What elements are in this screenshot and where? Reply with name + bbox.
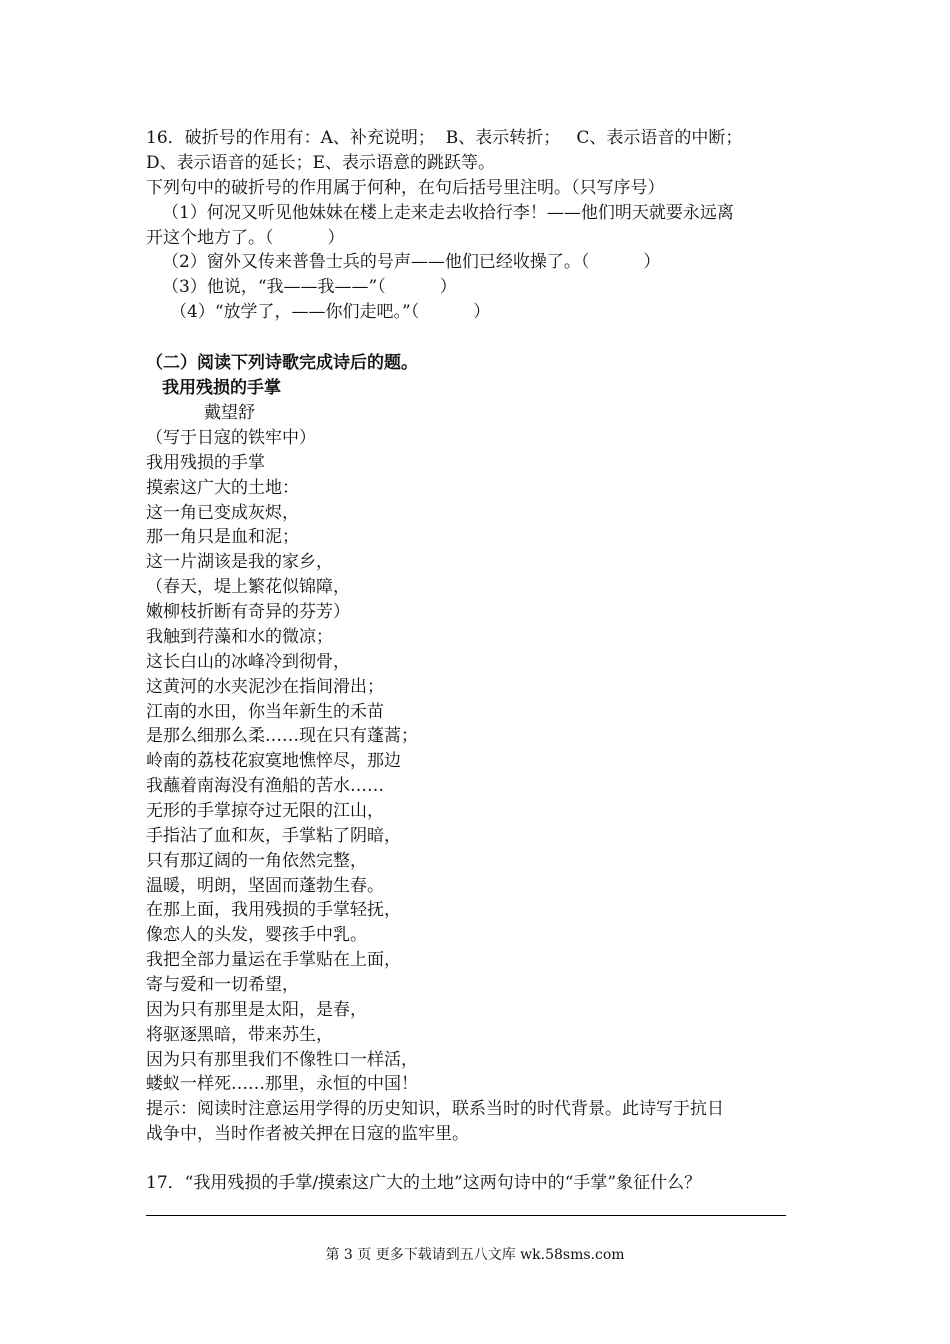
poem-line: 是那么细那么柔……现在只有蓬蒿；	[146, 726, 418, 746]
q17-question: 17．“我用残损的手掌/摸索这广大的土地”这两句诗中的“手掌”象征什么？	[146, 1173, 702, 1193]
poem-line: 那一角只是血和泥；	[146, 527, 299, 547]
hint-line-1: 提示：阅读时注意运用学得的历史知识，联系当时的时代背景。此诗写于抗日	[146, 1099, 724, 1119]
poem-note: （写于日寇的铁牢中）	[146, 428, 316, 448]
poem-line: 我触到荇藻和水的微凉；	[146, 627, 333, 647]
poem-line: 寄与爱和一切希望，	[146, 975, 299, 995]
q16-item-4: （4）“放学了，——你们走吧。”（ ）	[170, 302, 491, 322]
poem-line: 只有那辽阔的一角依然完整，	[146, 851, 367, 871]
page-footer: 第 3 页 更多下载请到五八文库 wk.58sms.com	[325, 1247, 625, 1263]
poem-line: 在那上面，我用残损的手掌轻抚，	[146, 900, 401, 920]
poem-line: 这一角已变成灰烬，	[146, 503, 299, 523]
q16-item-2: （2）窗外又传来普鲁士兵的号声——他们已经收操了。（ ）	[162, 252, 661, 272]
poem-line: 蝼蚁一样死……那里，永恒的中国！	[146, 1074, 418, 1094]
poem-line: 因为只有那里是太阳，是春，	[146, 1000, 367, 1020]
poem-line: 岭南的荔枝花寂寞地憔悴尽，那边	[146, 751, 401, 771]
poem-line: 因为只有那里我们不像牲口一样活，	[146, 1050, 418, 1070]
poem-line: 嫩柳枝折断有奇异的芬芳）	[146, 602, 350, 622]
poem-title: 我用残损的手掌	[162, 378, 281, 398]
poem-line: 我把全部力量运在手掌贴在上面，	[146, 950, 401, 970]
poem-line: 手指沾了血和灰，手掌粘了阴暗，	[146, 826, 401, 846]
poem-author: 戴望舒	[204, 403, 255, 423]
poem-line: 我蘸着南海没有渔船的苦水……	[146, 776, 384, 796]
hint-line-2: 战争中，当时作者被关押在日寇的监牢里。	[146, 1124, 469, 1144]
poem-line: 无形的手掌掠夺过无限的江山，	[146, 801, 384, 821]
q16-instruction: 下列句中的破折号的作用属于何种，在句后括号里注明。（只写序号）	[146, 178, 665, 198]
poem-line: 像恋人的头发，婴孩手中乳。	[146, 925, 367, 945]
q16-item-3: （3）他说，“我——我——”（ ）	[162, 277, 457, 297]
poem-line: （春天，堤上繁花似锦障，	[146, 577, 350, 597]
q16-item-1-cont: 开这个地方了。（ ）	[146, 228, 345, 248]
poem-line: 江南的水田，你当年新生的禾苗	[146, 702, 384, 722]
poem-line: 这一片湖该是我的家乡，	[146, 552, 333, 572]
answer-line	[146, 1215, 786, 1216]
poem-line: 这黄河的水夹泥沙在指间滑出；	[146, 677, 384, 697]
poem-line: 摸索这广大的土地：	[146, 478, 299, 498]
poem-line: 温暖，明朗，坚固而蓬勃生春。	[146, 876, 384, 896]
q16-item-1: （1）何况又听见他妹妹在楼上走来走去收拾行李！——他们明天就要永远离	[162, 203, 734, 223]
q16-line-2: D、表示语音的延长；E、表示语意的跳跃等。	[146, 153, 496, 173]
q16-line-1: 16．破折号的作用有：A、补充说明； B、表示转折； C、表示语音的中断；	[146, 128, 743, 148]
poem-line: 我用残损的手掌	[146, 453, 265, 473]
section-heading: （二）阅读下列诗歌完成诗后的题。	[146, 353, 418, 373]
poem-line: 将驱逐黑暗，带来苏生，	[146, 1025, 333, 1045]
poem-line: 这长白山的冰峰冷到彻骨，	[146, 652, 350, 672]
